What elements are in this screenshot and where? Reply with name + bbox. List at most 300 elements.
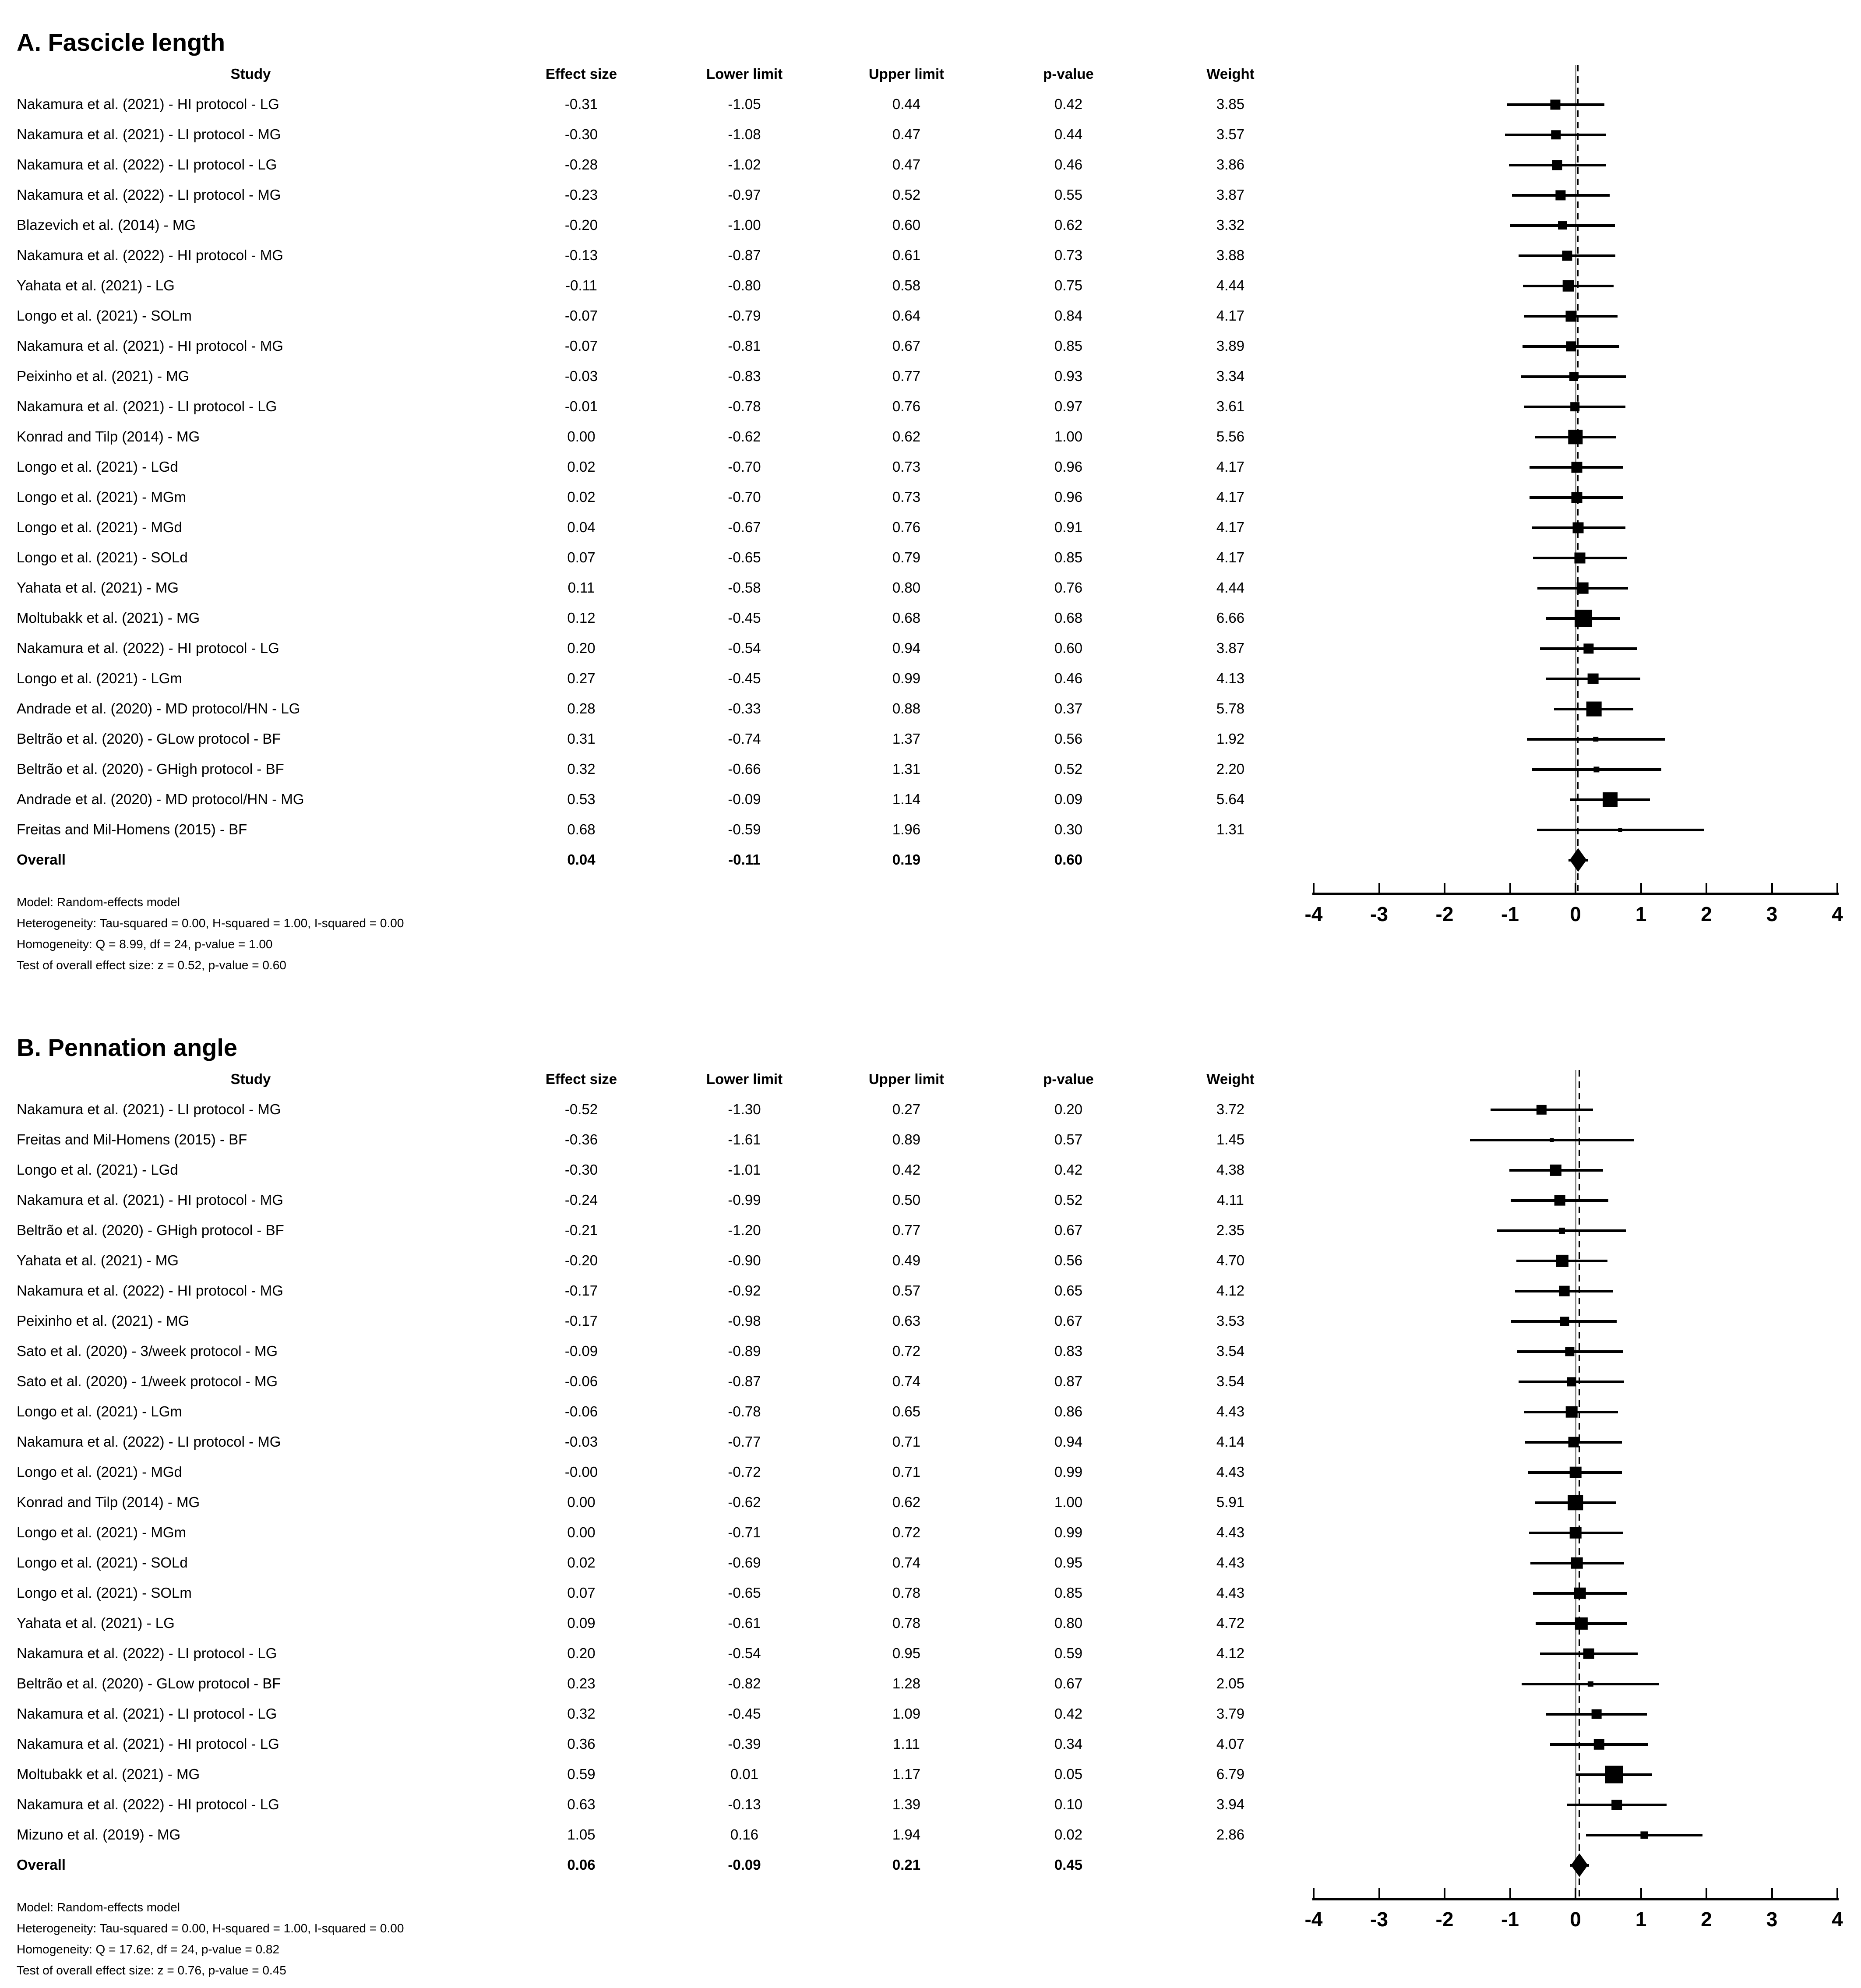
p-value: 0.56	[1054, 731, 1083, 747]
overall-lower-value: -0.11	[728, 851, 761, 868]
lower-limit-value: -1.61	[728, 1131, 761, 1148]
effect-size-value: -0.03	[564, 368, 598, 385]
study-label: Freitas and Mil-Homens (2015) - BF	[17, 1132, 247, 1148]
study-label: Longo et al. (2021) - LGd	[17, 459, 178, 475]
overall-upper-value: 0.21	[892, 1857, 921, 1873]
x-axis-tick-label: 1	[1635, 1908, 1647, 1931]
effect-marker	[1568, 1495, 1583, 1510]
upper-limit-value: 0.76	[892, 398, 921, 415]
x-axis-tick	[1640, 883, 1642, 893]
weight-value: 3.54	[1216, 1343, 1245, 1359]
upper-limit-value: 0.88	[892, 700, 921, 717]
overall-label: Overall	[17, 852, 66, 868]
effect-size-value: 0.11	[567, 579, 595, 596]
study-label: Nakamura et al. (2021) - LI protocol - MG	[17, 1102, 281, 1118]
weight-value: 3.87	[1216, 187, 1245, 203]
forest-row-plot	[1309, 120, 1861, 150]
study-label: Beltrão et al. (2020) - GLow protocol - BF	[17, 1676, 281, 1692]
upper-limit-value: 0.79	[892, 549, 921, 566]
effect-size-value: -0.23	[564, 187, 598, 203]
weight-value: 3.32	[1216, 217, 1245, 233]
upper-limit-value: 1.37	[892, 731, 921, 747]
panel-fascicle-length	[0, 8, 1861, 1006]
weight-value: 4.43	[1216, 1403, 1245, 1420]
study-row	[0, 1548, 1861, 1578]
forest-row-plot	[1309, 301, 1861, 331]
forest-row-plot	[1309, 694, 1861, 724]
weight-value: 4.70	[1216, 1252, 1245, 1269]
study-label: Yahata et al. (2021) - MG	[17, 580, 179, 596]
column-header-effect: Effect size	[545, 1071, 617, 1088]
x-axis-tick-label: 3	[1766, 1908, 1778, 1931]
forest-row-plot	[1309, 482, 1861, 512]
rows	[0, 1095, 1861, 1850]
effect-size-value: 0.12	[567, 610, 596, 626]
study-row	[0, 1699, 1861, 1729]
upper-limit-value: 0.74	[892, 1373, 921, 1390]
study-label: Longo et al. (2021) - SOLd	[17, 1555, 188, 1571]
forest-row-plot	[1309, 1699, 1861, 1729]
lower-limit-value: -0.33	[728, 700, 761, 717]
weight-value: 4.17	[1216, 549, 1245, 566]
effect-marker	[1594, 1739, 1604, 1749]
lower-limit-value: -0.78	[728, 398, 761, 415]
effect-size-value: 0.53	[567, 791, 596, 808]
x-axis-tick	[1575, 1888, 1576, 1898]
p-value: 0.46	[1054, 156, 1083, 173]
forest-row-plot	[1309, 1185, 1861, 1215]
p-value: 0.62	[1054, 217, 1083, 233]
study-label: Freitas and Mil-Homens (2015) - BF	[17, 822, 247, 838]
forest-row-plot	[1309, 724, 1861, 754]
lower-limit-value: -0.54	[728, 640, 761, 657]
lower-limit-value: -0.87	[728, 247, 761, 264]
weight-value: 3.54	[1216, 1373, 1245, 1390]
p-value: 0.75	[1054, 277, 1083, 294]
lower-limit-value: -0.80	[728, 277, 761, 294]
effect-size-value: -0.17	[564, 1313, 598, 1329]
lower-limit-value: -0.45	[728, 670, 761, 687]
weight-value: 3.61	[1216, 398, 1245, 415]
forest-row-plot	[1309, 1820, 1861, 1850]
forest-row-plot	[1309, 240, 1861, 271]
effect-marker	[1552, 160, 1562, 170]
weight-value: 5.91	[1216, 1494, 1245, 1511]
effect-size-value: 0.02	[567, 489, 596, 505]
weight-value: 3.94	[1216, 1796, 1245, 1813]
upper-limit-value: 1.17	[892, 1766, 921, 1783]
lower-limit-value: -0.98	[728, 1313, 761, 1329]
effect-size-value: -0.36	[564, 1131, 598, 1148]
weight-value: 3.53	[1216, 1313, 1245, 1329]
column-header-weight: Weight	[1206, 1071, 1255, 1088]
effect-size-value: -0.30	[564, 1162, 598, 1178]
footnote-heterogeneity: Heterogeneity: Tau-squared = 0.00, H-squared = 1.00, I-squared = 0.00	[17, 916, 404, 930]
x-axis-tick-label: 3	[1766, 903, 1778, 925]
lower-limit-value: -0.62	[728, 1494, 761, 1511]
forest-row-plot	[1309, 452, 1861, 482]
study-row	[0, 1608, 1861, 1638]
study-row	[0, 1578, 1861, 1608]
weight-value: 6.66	[1216, 610, 1245, 626]
lower-limit-value: -0.74	[728, 731, 761, 747]
effect-size-value: -0.20	[564, 1252, 598, 1269]
study-row	[0, 89, 1861, 120]
effect-marker	[1566, 1406, 1578, 1418]
forest-row-plot	[1309, 1790, 1861, 1820]
study-label: Nakamura et al. (2021) - HI protocol - LG	[17, 96, 279, 113]
study-label: Andrade et al. (2020) - MD protocol/HN - MG	[17, 791, 304, 808]
forest-row-plot	[1309, 1367, 1861, 1397]
upper-limit-value: 0.65	[892, 1403, 921, 1420]
weight-value: 4.17	[1216, 519, 1245, 536]
study-row	[0, 603, 1861, 633]
study-label: Nakamura et al. (2022) - LI protocol - LG	[17, 157, 277, 173]
footnote-model: Model: Random-effects model	[17, 1900, 180, 1914]
effect-marker	[1586, 701, 1602, 717]
study-row	[0, 210, 1861, 240]
lower-limit-value: -0.82	[728, 1675, 761, 1692]
study-row	[0, 1669, 1861, 1699]
lower-limit-value: 0.16	[730, 1826, 759, 1843]
weight-value: 4.43	[1216, 1524, 1245, 1541]
effect-size-value: 0.00	[567, 1524, 596, 1541]
lower-limit-value: -0.45	[728, 1706, 761, 1722]
lower-limit-value: 0.01	[730, 1766, 759, 1783]
p-value: 0.97	[1054, 398, 1083, 415]
overall-plot	[1309, 845, 1861, 875]
p-value: 0.91	[1054, 519, 1083, 536]
lower-limit-value: -0.58	[728, 579, 761, 596]
study-row	[0, 240, 1861, 271]
study-row	[0, 361, 1861, 392]
effect-marker	[1577, 582, 1589, 594]
weight-value: 4.17	[1216, 307, 1245, 324]
overall-lower-value: -0.09	[728, 1857, 761, 1873]
effect-size-value: -0.07	[564, 307, 598, 324]
upper-limit-value: 0.73	[892, 489, 921, 505]
p-value: 0.02	[1054, 1826, 1083, 1843]
forest-row-plot	[1309, 1638, 1861, 1669]
effect-size-value: 0.04	[567, 519, 596, 536]
study-label: Longo et al. (2021) - LGm	[17, 671, 182, 687]
lower-limit-value: -0.78	[728, 1403, 761, 1420]
effect-marker	[1537, 1105, 1546, 1114]
upper-limit-value: 0.78	[892, 1615, 921, 1631]
upper-limit-value: 0.99	[892, 670, 921, 687]
p-value: 0.52	[1054, 761, 1083, 777]
p-value: 1.00	[1054, 1494, 1083, 1511]
study-label: Nakamura et al. (2021) - LI protocol - LG	[17, 1706, 277, 1722]
p-value: 0.84	[1054, 307, 1083, 324]
effect-marker	[1583, 1648, 1594, 1659]
lower-limit-value: -0.45	[728, 610, 761, 626]
x-axis	[1304, 883, 1861, 953]
column-header-effect: Effect size	[545, 66, 617, 82]
effect-size-value: 0.31	[567, 731, 596, 747]
p-value: 0.42	[1054, 96, 1083, 113]
forest-row-plot	[1309, 361, 1861, 392]
upper-limit-value: 1.09	[892, 1706, 921, 1722]
p-value: 0.42	[1054, 1706, 1083, 1722]
x-axis-tick-label: -4	[1304, 1908, 1323, 1931]
p-value: 0.67	[1054, 1675, 1083, 1692]
study-label: Blazevich et al. (2014) - MG	[17, 217, 196, 233]
upper-limit-value: 0.50	[892, 1192, 921, 1208]
forest-row-plot	[1309, 815, 1861, 845]
lower-limit-value: -1.05	[728, 96, 761, 113]
lower-limit-value: -0.70	[728, 489, 761, 505]
effect-marker	[1603, 792, 1618, 807]
x-axis-tick-label: 0	[1570, 903, 1581, 925]
effect-size-value: 0.00	[567, 1494, 596, 1511]
study-row	[0, 1367, 1861, 1397]
forest-row-plot	[1309, 89, 1861, 120]
effect-size-value: 0.23	[567, 1675, 596, 1692]
study-label: Nakamura et al. (2021) - HI protocol - LG	[17, 1736, 279, 1752]
p-value: 0.30	[1054, 821, 1083, 838]
effect-size-value: 0.36	[567, 1736, 596, 1752]
x-axis	[1304, 1888, 1861, 1958]
lower-limit-value: -0.66	[728, 761, 761, 777]
upper-limit-value: 0.77	[892, 1222, 921, 1239]
study-row	[0, 1427, 1861, 1457]
p-value: 0.42	[1054, 1162, 1083, 1178]
lower-limit-value: -0.79	[728, 307, 761, 324]
study-row	[0, 180, 1861, 210]
p-value: 0.56	[1054, 1252, 1083, 1269]
x-axis-tick	[1313, 883, 1315, 893]
weight-value: 4.07	[1216, 1736, 1245, 1752]
weight-value: 4.11	[1217, 1192, 1244, 1208]
study-row	[0, 1790, 1861, 1820]
study-row	[0, 724, 1861, 754]
upper-limit-value: 0.67	[892, 338, 921, 354]
forest-row-plot	[1309, 271, 1861, 301]
lower-limit-value: -0.92	[728, 1282, 761, 1299]
effect-marker	[1618, 828, 1622, 832]
weight-value: 4.17	[1216, 489, 1245, 505]
study-row	[0, 664, 1861, 694]
effect-size-value: 0.32	[567, 1706, 596, 1722]
weight-value: 4.12	[1216, 1645, 1245, 1662]
p-value: 0.57	[1054, 1131, 1083, 1148]
effect-marker	[1640, 1831, 1648, 1839]
study-label: Longo et al. (2021) - LGm	[17, 1404, 182, 1420]
effect-marker	[1574, 1587, 1586, 1599]
study-label: Nakamura et al. (2021) - HI protocol - MG	[17, 338, 283, 354]
upper-limit-value: 1.94	[892, 1826, 921, 1843]
weight-value: 3.85	[1216, 96, 1245, 113]
lower-limit-value: -1.01	[728, 1162, 761, 1178]
upper-limit-value: 0.47	[892, 126, 921, 143]
column-header-upper: Upper limit	[868, 1071, 945, 1088]
column-header-p: p-value	[1043, 66, 1094, 82]
effect-marker	[1550, 1138, 1554, 1142]
x-axis-tick-label: 1	[1635, 903, 1647, 925]
effect-size-value: -0.01	[564, 398, 598, 415]
upper-limit-value: 1.96	[892, 821, 921, 838]
effect-marker	[1559, 1227, 1565, 1233]
footnote-homogeneity: Homogeneity: Q = 17.62, df = 24, p-value = 0.82	[17, 1942, 280, 1956]
lower-limit-value: -0.77	[728, 1434, 761, 1450]
overall-diamond	[1571, 1854, 1588, 1877]
p-value: 0.46	[1054, 670, 1083, 687]
column-header-row	[0, 1064, 1861, 1095]
p-value: 0.99	[1054, 1464, 1083, 1480]
upper-limit-value: 0.72	[892, 1524, 921, 1541]
lower-limit-value: -1.20	[728, 1222, 761, 1239]
p-value: 0.93	[1054, 368, 1083, 385]
effect-size-value: 0.00	[567, 428, 596, 445]
lower-limit-value: -0.39	[728, 1736, 761, 1752]
forest-row-plot	[1309, 664, 1861, 694]
effect-size-value: 0.32	[567, 761, 596, 777]
effect-marker	[1593, 766, 1599, 772]
column-header-plot-spacer	[1309, 1064, 1861, 1095]
effect-marker	[1565, 1347, 1574, 1356]
study-row	[0, 271, 1861, 301]
effect-marker	[1593, 737, 1599, 742]
overall-diamond	[1570, 848, 1587, 872]
upper-limit-value: 0.47	[892, 156, 921, 173]
x-axis-tick	[1706, 883, 1707, 893]
lower-limit-value: -0.59	[728, 821, 761, 838]
p-value: 0.85	[1054, 1585, 1083, 1601]
p-value: 1.00	[1054, 428, 1083, 445]
upper-limit-value: 0.89	[892, 1131, 921, 1148]
study-row	[0, 482, 1861, 512]
effect-marker	[1555, 190, 1565, 200]
effect-marker	[1570, 1466, 1582, 1478]
panel-b-footnotes	[17, 1897, 404, 1981]
panel-a-table	[0, 59, 1861, 875]
panel-pennation-angle	[0, 1013, 1861, 1988]
upper-limit-value: 0.72	[892, 1343, 921, 1359]
forest-row-plot	[1309, 1095, 1861, 1125]
upper-limit-value: 0.52	[892, 187, 921, 203]
effect-marker	[1588, 673, 1599, 684]
overall-p-value: 0.60	[1054, 851, 1083, 868]
effect-size-value: -0.20	[564, 217, 598, 233]
study-row	[0, 1125, 1861, 1155]
column-header-row	[0, 59, 1861, 89]
weight-value: 4.72	[1216, 1615, 1245, 1631]
p-value: 0.85	[1054, 338, 1083, 354]
study-label: Yahata et al. (2021) - LG	[17, 1615, 175, 1631]
effect-size-value: -0.09	[564, 1343, 598, 1359]
upper-limit-value: 1.11	[893, 1736, 920, 1752]
upper-limit-value: 0.61	[892, 247, 921, 264]
study-row	[0, 1457, 1861, 1487]
study-row	[0, 694, 1861, 724]
upper-limit-value: 1.14	[892, 791, 921, 808]
p-value: 0.67	[1054, 1313, 1083, 1329]
overall-row	[0, 845, 1861, 875]
forest-row-plot	[1309, 210, 1861, 240]
effect-size-value: 0.68	[567, 821, 596, 838]
study-label: Moltubakk et al. (2021) - MG	[17, 610, 200, 626]
effect-size-value: 0.07	[567, 1585, 596, 1601]
upper-limit-value: 0.95	[892, 1645, 921, 1662]
x-axis-tick	[1509, 883, 1511, 893]
upper-limit-value: 1.39	[892, 1796, 921, 1813]
study-label: Mizuno et al. (2019) - MG	[17, 1827, 181, 1843]
study-label: Moltubakk et al. (2021) - MG	[17, 1766, 200, 1783]
study-row	[0, 1759, 1861, 1790]
study-label: Nakamura et al. (2022) - HI protocol - MG	[17, 1283, 283, 1299]
study-label: Longo et al. (2021) - SOLm	[17, 308, 192, 324]
lower-limit-value: -0.61	[728, 1615, 761, 1631]
effect-size-value: 0.20	[567, 640, 596, 657]
column-header-weight: Weight	[1206, 66, 1255, 82]
weight-value: 2.35	[1216, 1222, 1245, 1239]
study-label: Nakamura et al. (2022) - HI protocol - LG	[17, 1797, 279, 1813]
effect-marker	[1559, 1285, 1570, 1296]
forest-row-plot	[1309, 603, 1861, 633]
x-axis-line	[1312, 1898, 1839, 1900]
weight-value: 3.87	[1216, 640, 1245, 657]
effect-marker	[1570, 1527, 1582, 1539]
x-axis-tick-label: -2	[1435, 903, 1454, 925]
effect-size-value: -0.28	[564, 156, 598, 173]
p-value: 0.86	[1054, 1403, 1083, 1420]
effect-size-value: -0.06	[564, 1403, 598, 1420]
panel-a-title: A. Fascicle length	[17, 28, 226, 56]
study-label: Nakamura et al. (2022) - HI protocol - MG	[17, 247, 283, 264]
p-value: 0.94	[1054, 1434, 1083, 1450]
weight-value: 4.43	[1216, 1464, 1245, 1480]
weight-value: 1.45	[1216, 1131, 1245, 1148]
x-axis-tick-label: -3	[1370, 1908, 1388, 1931]
effect-marker	[1575, 552, 1586, 563]
p-value: 0.55	[1054, 187, 1083, 203]
forest-row-plot	[1309, 1427, 1861, 1457]
effect-size-value: 0.09	[567, 1615, 596, 1631]
weight-value: 3.86	[1216, 156, 1245, 173]
effect-marker	[1588, 1681, 1593, 1686]
weight-value: 3.79	[1216, 1706, 1245, 1722]
effect-marker	[1565, 311, 1576, 321]
effect-marker	[1571, 462, 1582, 473]
study-label: Yahata et al. (2021) - LG	[17, 278, 175, 294]
effect-size-value: -0.24	[564, 1192, 598, 1208]
x-axis-tick-label: -1	[1501, 1908, 1519, 1931]
lower-limit-value: -0.71	[728, 1524, 761, 1541]
weight-value: 2.86	[1216, 1826, 1245, 1843]
lower-limit-value: -0.72	[728, 1464, 761, 1480]
study-label: Longo et al. (2021) - LGd	[17, 1162, 178, 1178]
x-axis-tick-label: -3	[1370, 903, 1388, 925]
weight-value: 1.92	[1216, 731, 1245, 747]
effect-marker	[1550, 99, 1560, 109]
upper-limit-value: 0.58	[892, 277, 921, 294]
study-row	[0, 815, 1861, 845]
p-value: 0.95	[1054, 1554, 1083, 1571]
footnote-model: Model: Random-effects model	[17, 895, 180, 909]
study-row	[0, 1246, 1861, 1276]
p-value: 0.67	[1054, 1222, 1083, 1239]
x-axis-tick-label: 4	[1832, 1908, 1843, 1931]
weight-value: 4.38	[1216, 1162, 1245, 1178]
study-row	[0, 1397, 1861, 1427]
effect-marker	[1569, 372, 1578, 381]
lower-limit-value: -1.30	[728, 1101, 761, 1118]
effect-marker	[1566, 341, 1576, 351]
study-label: Longo et al. (2021) - MGm	[17, 1525, 187, 1541]
study-label: Sato et al. (2020) - 1/week protocol - MG	[17, 1374, 278, 1390]
study-row	[0, 1336, 1861, 1367]
